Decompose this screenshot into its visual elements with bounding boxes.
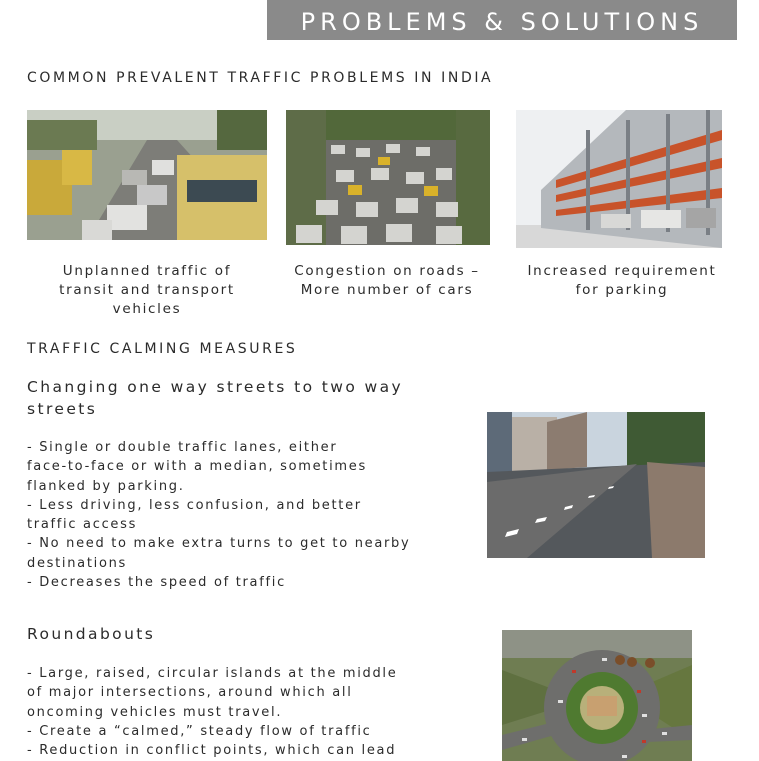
roundabouts-line: - Reduction in conflict points, which can lead: [27, 743, 397, 759]
two-way-line: flanked by parking.: [27, 478, 185, 494]
photo-roundabout-aerial: [502, 630, 692, 761]
photo-bus-traffic: [27, 110, 267, 240]
caption-line: for parking: [575, 282, 669, 298]
roundabouts-line: of major intersections, around which all: [27, 685, 353, 701]
two-way-line: - Less driving, less confusion, and better: [27, 497, 362, 513]
photo-parking-structure: [516, 110, 722, 248]
two-way-line: - No need to make extra turns to get to nearby: [27, 536, 411, 552]
roundabouts-title: Roundabouts: [27, 625, 156, 643]
roundabouts-line: oncoming vehicles must travel.: [27, 704, 283, 720]
two-way-line: face-to-face or with a median, sometimes: [27, 459, 367, 475]
caption-line: transit and transport: [59, 282, 235, 298]
caption-line: vehicles: [112, 301, 182, 317]
two-way-line: - Single or double traffic lanes, either: [27, 440, 338, 455]
two-way-line: destinations: [27, 555, 128, 571]
problems-heading: COMMON PREVALENT TRAFFIC PROBLEMS IN INDIA: [27, 70, 494, 86]
two-way-title-line: Changing one way streets to two way: [27, 378, 404, 396]
caption-line: Increased requirement: [527, 263, 717, 279]
page-title: PROBLEMS & SOLUTIONS: [300, 8, 704, 36]
roundabouts-list: [27, 664, 397, 760]
caption-parking: [506, 262, 738, 300]
caption-unplanned-traffic: [27, 262, 267, 319]
caption-congestion: [272, 262, 502, 300]
measures-heading: TRAFFIC CALMING MEASURES: [27, 341, 298, 357]
two-way-line: traffic access: [27, 517, 138, 533]
photo-two-way-street: [487, 412, 705, 558]
roundabouts-line: - Create a “calmed,” steady flow of traffic: [27, 723, 372, 739]
two-way-title-line: streets: [27, 400, 98, 418]
photo-road-congestion: [286, 110, 490, 245]
caption-line: More number of cars: [300, 282, 474, 298]
two-way-list: [27, 438, 410, 592]
caption-line: Unplanned traffic of: [62, 263, 232, 279]
two-way-title: [27, 376, 477, 420]
page-banner: [267, 0, 737, 40]
roundabouts-line: - Large, raised, circular islands at the middle: [27, 666, 398, 681]
caption-line: Congestion on roads –: [294, 263, 480, 279]
two-way-line: - Decreases the speed of traffic: [27, 575, 286, 591]
